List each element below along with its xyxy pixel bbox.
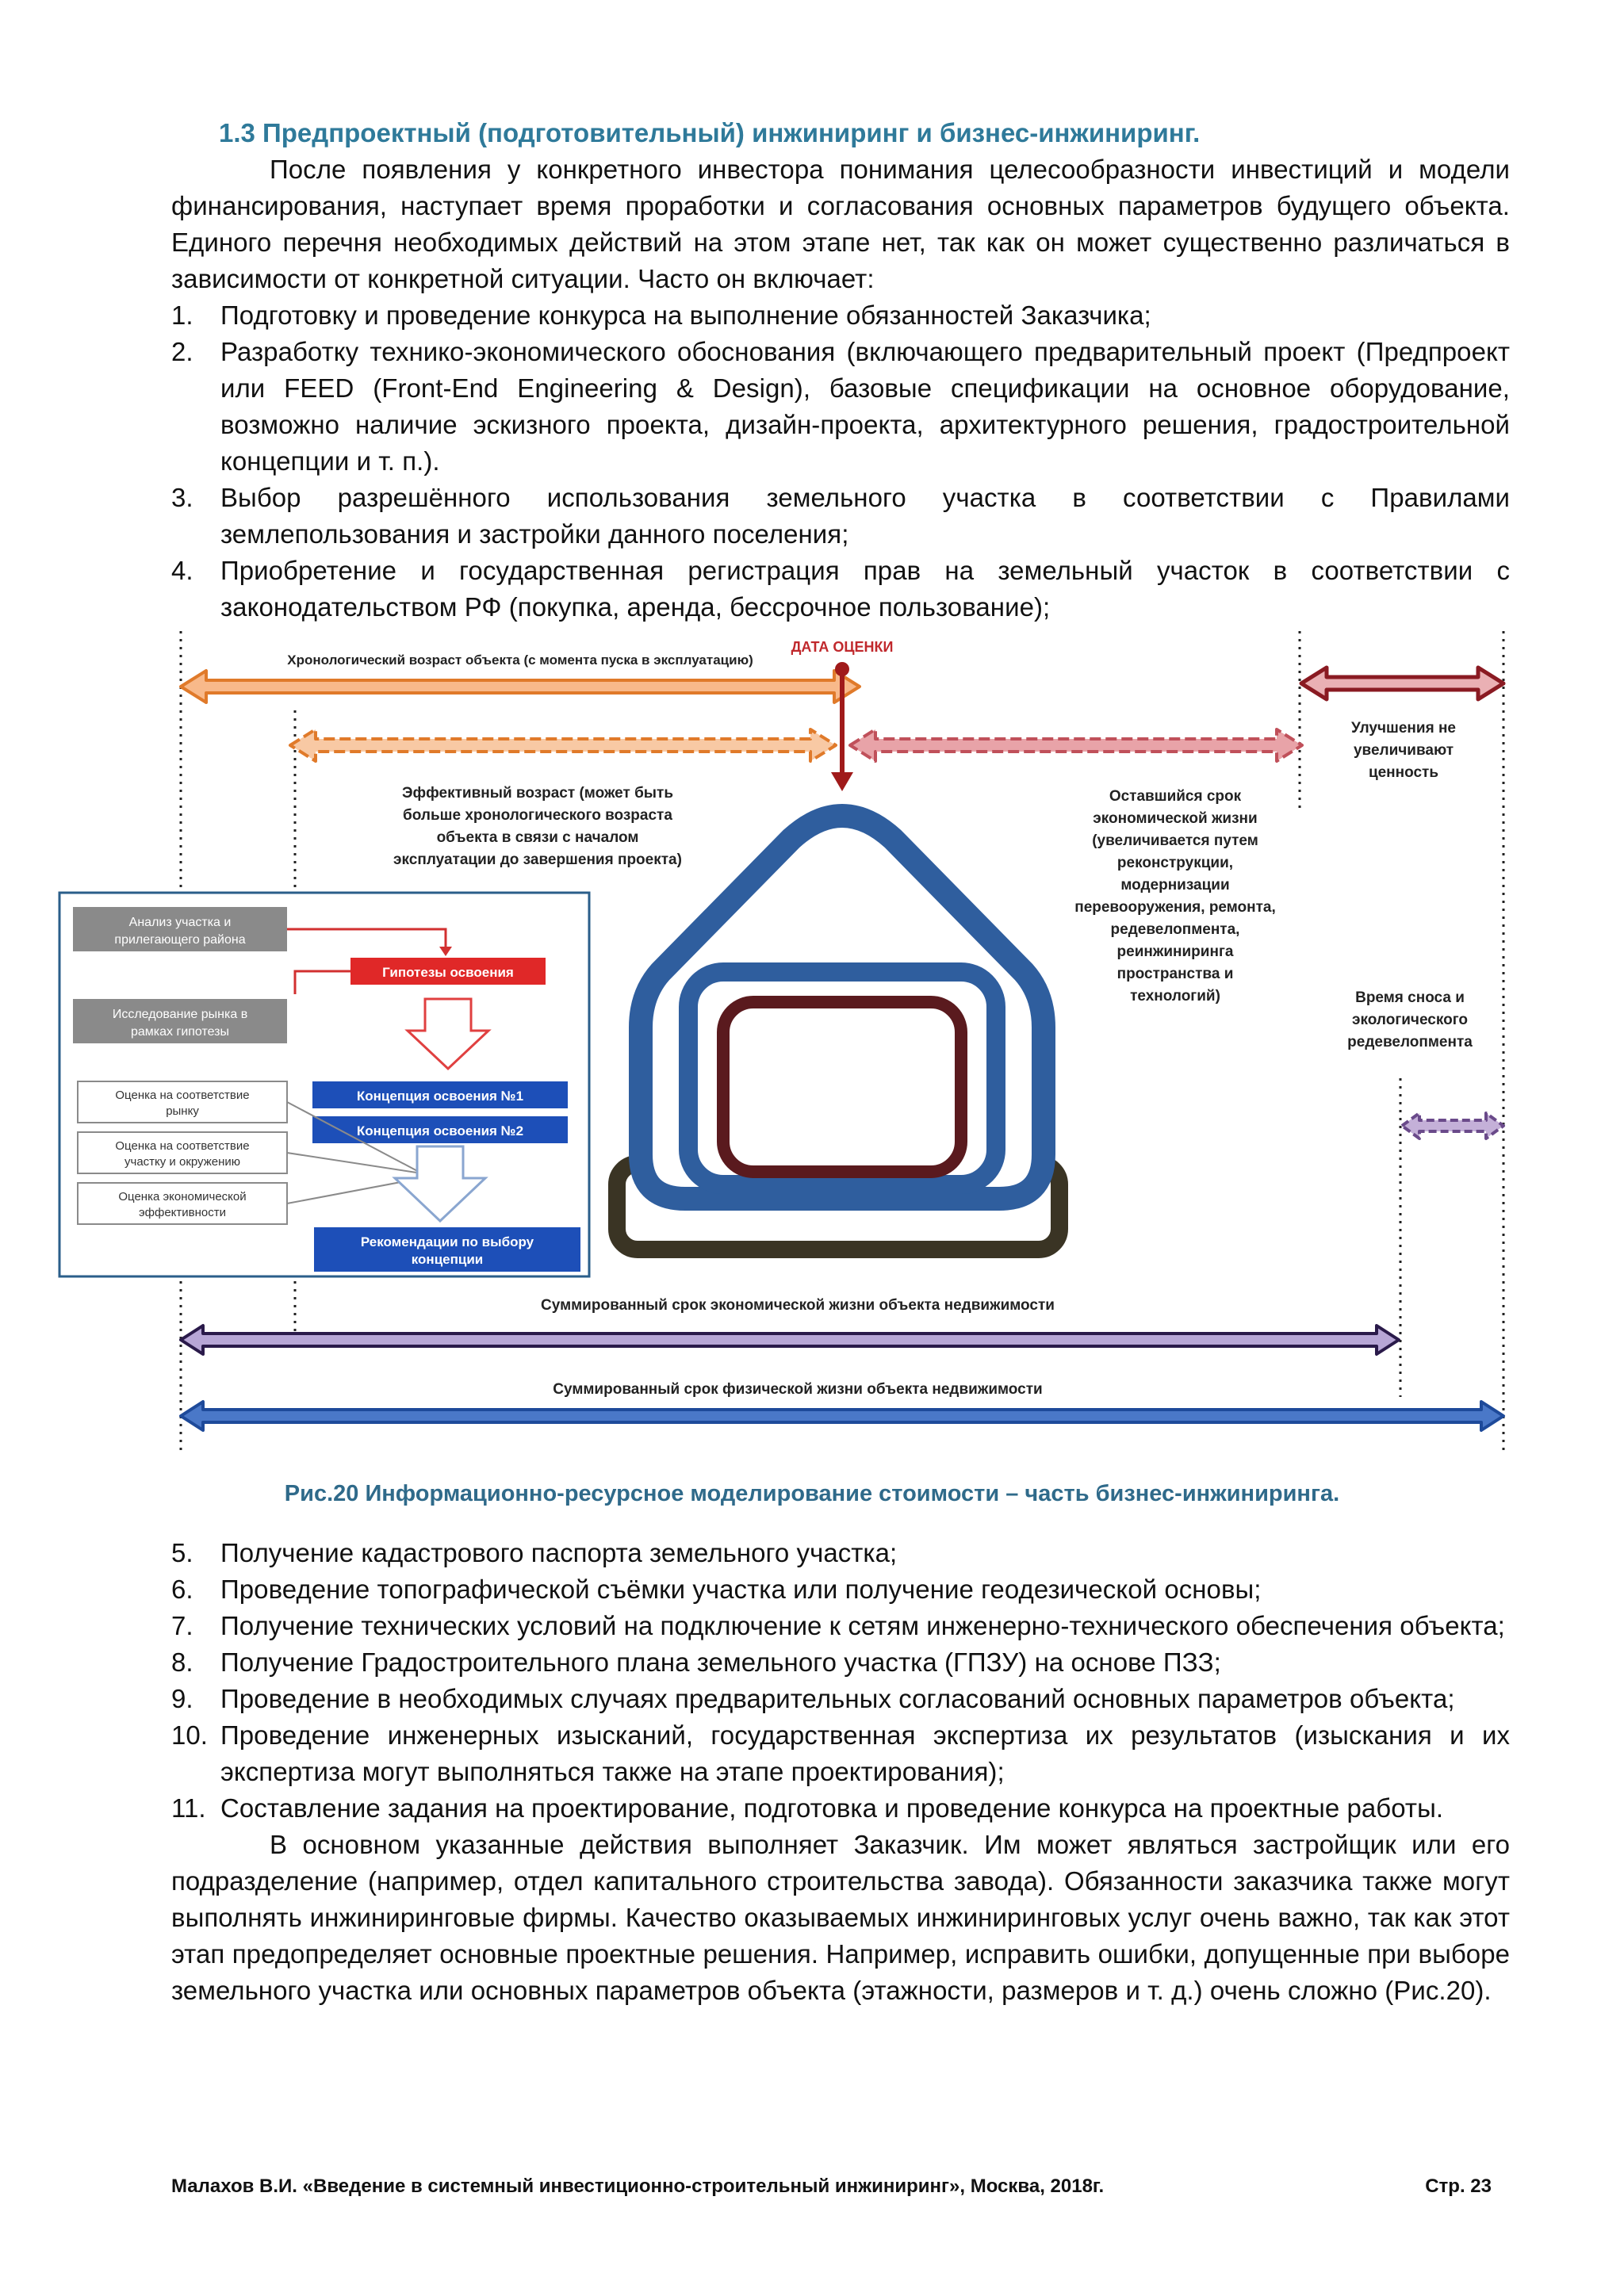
figure-caption: Рис.20 Информационно-ресурсное моделирование стоимости – часть бизнес-инжиниринга. [284, 1481, 1340, 1506]
svg-text:эффективности: эффективности [138, 1206, 227, 1219]
list-item-text: Подготовку и проведение конкурса на выполнение обязанностей Заказчика; [220, 300, 1151, 330]
svg-text:(увеличивается путем: (увеличивается путем [1092, 832, 1258, 849]
svg-text:увеличивают: увеличивают [1353, 742, 1454, 759]
list-item [171, 1717, 1510, 1790]
svg-text:Исследование рынка в: Исследование рынка в [112, 1008, 248, 1021]
demolition-arrow [1402, 1113, 1503, 1138]
phys-life-arrow [181, 1402, 1503, 1430]
svg-text:Анализ участка и: Анализ участка и [128, 916, 232, 929]
building-core [723, 1002, 961, 1172]
svg-text:концепции: концепции [411, 1252, 484, 1267]
demolition-label [1347, 989, 1473, 1050]
building-symbol [617, 816, 1059, 1249]
svg-text:Концепция освоения №1: Концепция освоения №1 [356, 1089, 524, 1104]
list-item-number: 11. [171, 1793, 206, 1823]
intro-paragraph: После появления у конкретного инвестора понимания целесообразности инвестиций и модели финансирования, наступает время проработки и согласования основных параметров будущего объекта. Единого перечня необходимых действий на этом этапе нет, так как он может существенно различаться в зависимости от конкретной ситуации. Часто он включает: [171, 155, 1510, 293]
svg-text:эксплуатации до завершения про: эксплуатации до завершения проекта) [393, 851, 682, 868]
list-item-number: 5. [171, 1538, 193, 1567]
svg-text:Оценка на соответствие: Оценка на соответствие [115, 1139, 250, 1153]
list-item [171, 553, 1510, 626]
list-item-number: 3. [171, 483, 193, 512]
figure-20 [112, 631, 1510, 1465]
svg-text:пространства и: пространства и [1116, 966, 1234, 982]
valuation-date-dot [835, 662, 849, 676]
list-item-text: Приобретение и государственная регистрация прав на земельный участок в соответствии с законодательством РФ (покупка, аренда, бессрочное пользование); [220, 556, 1510, 622]
svg-text:объекта в связи с началом: объекта в связи с началом [436, 829, 639, 846]
svg-text:Улучшения не: Улучшения не [1350, 720, 1457, 737]
svg-text:Рекомендации по выбору: Рекомендации по выбору [360, 1234, 534, 1249]
svg-text:Гипотезы освоения: Гипотезы освоения [382, 965, 514, 980]
improvements-label [1351, 720, 1456, 781]
svg-text:экологического: экологического [1352, 1012, 1468, 1028]
svg-text:реинжиниринга: реинжиниринга [1116, 943, 1234, 960]
list-item-number: 7. [171, 1611, 193, 1640]
lifecycle-diagram [112, 631, 1510, 1465]
valuation-date-arrowhead [831, 772, 853, 791]
list-item-number: 4. [171, 556, 193, 585]
chrono-age-arrow [181, 671, 860, 702]
list-item-number: 2. [171, 337, 193, 366]
footer-citation: Малахов В.И. «Введение в системный инвестиционно-строительный инжиниринг», Москва, 2018г. [171, 2175, 1105, 2197]
list-item [171, 1571, 1510, 1608]
list-item [171, 1608, 1510, 1644]
list-item-number: 9. [171, 1684, 193, 1713]
valuation-date-label: ДАТА ОЦЕНКИ [791, 639, 894, 655]
list-item-text: Получение кадастрового паспорта земельного участка; [220, 1538, 898, 1567]
remaining-life-arrow [850, 729, 1302, 761]
outro-paragraph: В основном указанные действия выполняет Заказчик. Им может являться застройщик или его подразделение (например, отдел капитального строительства завода). Обязанности заказчика также могут выполнять инжиниринговые фирмы. Качество оказываемых инжиниринговых услуг очень важно, так как этот этап предопределяет основные проектные решения. Например, исправить ошибки, допущенные при выборе земельного участка или основных параметров объекта (этажности, размеров и т. д.) очень сложно (Рис.20). [171, 1830, 1510, 2005]
phys-life-label: Суммированный срок физической жизни объекта недвижимости [553, 1381, 1043, 1398]
svg-text:реконструкции,: реконструкции, [1116, 855, 1234, 871]
list-item-number: 10. [171, 1720, 209, 1750]
bottom-text-block [171, 1535, 1510, 2009]
list-item-number: 8. [171, 1647, 193, 1677]
svg-text:модернизации: модернизации [1120, 877, 1230, 894]
econ-life-label: Суммированный срок экономической жизни объекта недвижимости [541, 1297, 1055, 1314]
chrono-age-label: Хронологический возраст объекта (с момента пуска в эксплуатацию) [287, 652, 753, 668]
list-bottom [171, 1535, 1510, 1827]
econ-life-arrow [181, 1326, 1399, 1354]
svg-text:рынку: рынку [166, 1104, 199, 1118]
list-item [171, 1681, 1510, 1717]
svg-text:редевелопмента,: редевелопмента, [1110, 921, 1240, 938]
concept-inset [59, 893, 589, 1276]
page-footer [171, 2172, 1492, 2201]
list-item-text: Получение Градостроительного плана земельного участка (ГПЗУ) на основе ПЗЗ; [220, 1647, 1221, 1677]
svg-text:Оставшийся срок: Оставшийся срок [1109, 788, 1242, 805]
svg-text:рамках гипотезы: рамках гипотезы [130, 1025, 230, 1039]
svg-text:участку и окружению: участку и окружению [124, 1155, 241, 1169]
svg-text:экономической жизни: экономической жизни [1093, 810, 1258, 827]
list-top [171, 297, 1510, 626]
top-text-block [171, 151, 1510, 626]
page-number: Стр. 23 [1425, 2175, 1492, 2197]
svg-text:Оценка экономической: Оценка экономической [118, 1190, 247, 1203]
list-item-text: Проведение топографической съёмки участка или получение геодезической основы; [220, 1575, 1262, 1604]
list-item-number: 6. [171, 1575, 193, 1604]
svg-text:Концепция освоения №2: Концепция освоения №2 [356, 1123, 524, 1138]
list-item-text: Разработку технико-экономического обоснования (включающего предварительный проект (Предпроект или FEED (Front-End Engineering & Design), базовые спецификации на основное оборудование, возможно наличие эскизного проекта, дизайн-проекта, архитектурного решения, градостроительной концепции и т. п.). [220, 337, 1510, 476]
svg-text:перевооружения, ремонта,: перевооружения, ремонта, [1074, 899, 1276, 916]
effective-age-arrow [290, 729, 836, 761]
svg-text:Оценка на соответствие: Оценка на соответствие [115, 1089, 250, 1102]
svg-text:прилегающего района: прилегающего района [114, 933, 246, 947]
svg-text:Время сноса и: Время сноса и [1355, 989, 1465, 1006]
list-item [171, 334, 1510, 480]
list-item-text: Выбор разрешённого использования земельного участка в соответствии с Правилами землепользования и застройки данного поселения; [220, 483, 1510, 549]
improvements-arrow [1301, 668, 1503, 699]
list-item-text: Проведение инженерных изысканий, государственная экспертиза их результатов (изыскания и их экспертиза могут выполняться также на этапе проектирования); [220, 1720, 1510, 1786]
svg-text:больше хронологического возрас: больше хронологического возраста [403, 807, 672, 824]
svg-text:редевелопмента: редевелопмента [1347, 1034, 1473, 1050]
section-heading: 1.3 Предпроектный (подготовительный) инжиниринг и бизнес-инжиниринг. [219, 118, 1201, 147]
list-item [171, 1644, 1510, 1681]
list-item [171, 1790, 1510, 1827]
list-item-number: 1. [171, 300, 193, 330]
list-item-text: Составление задания на проектирование, подготовка и проведение конкурса на проектные работы. [220, 1793, 1444, 1823]
list-item [171, 1535, 1510, 1571]
list-item-text: Получение технических условий на подключение к сетям инженерно-технического обеспечения объекта; [220, 1611, 1505, 1640]
svg-text:технологий): технологий) [1130, 988, 1220, 1004]
remaining-life-label [1074, 788, 1276, 1004]
svg-text:ценность: ценность [1368, 764, 1439, 781]
svg-text:Эффективный возраст (может быт: Эффективный возраст (может быть [401, 785, 674, 802]
list-item-text: Проведение в необходимых случаях предварительных согласований основных параметров объекта; [220, 1684, 1455, 1713]
list-item [171, 480, 1510, 553]
effective-age-label [393, 785, 682, 868]
list-item [171, 297, 1510, 334]
